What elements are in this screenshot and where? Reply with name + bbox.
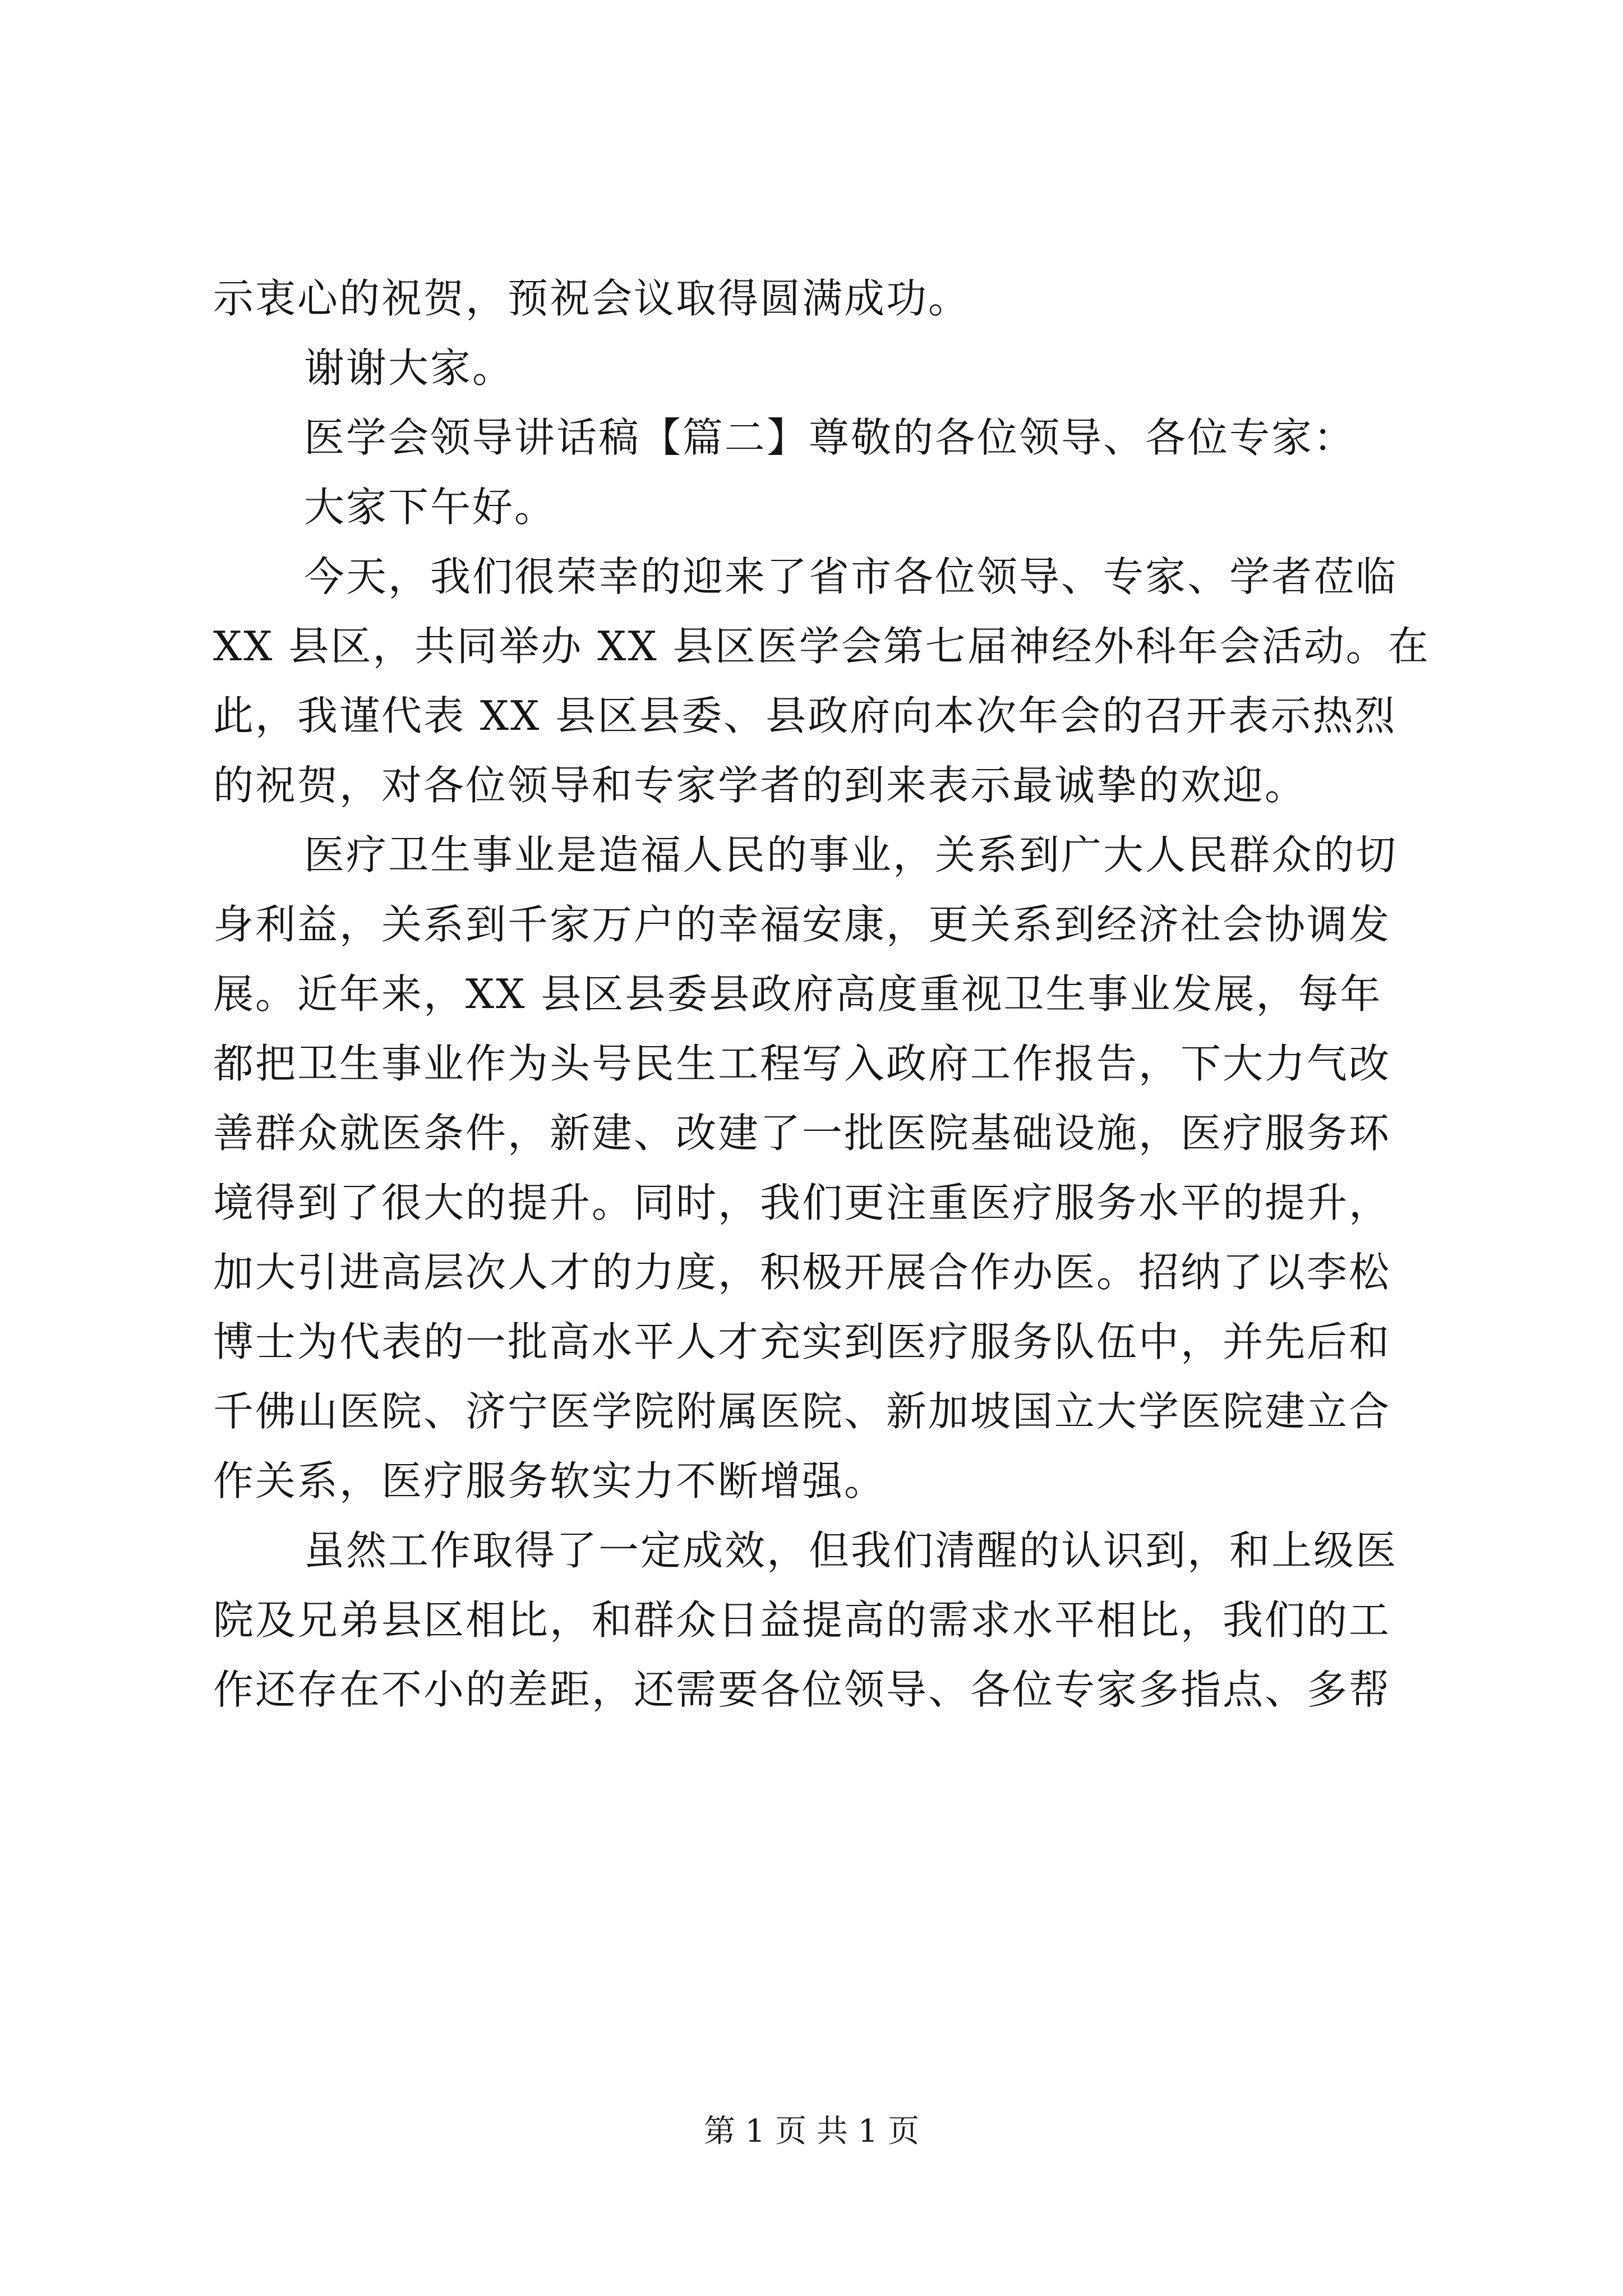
text-line-10: 身利益，关系到千家万户的幸福安康，更关系到经济社会协调发 — [213, 901, 1391, 948]
text-line-19: 虽然工作取得了一定成效，但我们清醒的认识到，和上级医 — [304, 1527, 1398, 1574]
text-line-18: 作关系，医疗服务软实力不断增强。 — [213, 1457, 887, 1504]
text-line-5: 今天，我们很荣幸的迎来了省市各位领导、专家、学者莅临 — [304, 553, 1398, 600]
text-line-20: 院及兄弟县区相比，和群众日益提高的需求水平相比，我们的工 — [213, 1596, 1391, 1644]
text-line-2: 谢谢大家。 — [304, 344, 515, 392]
text-line-8: 的祝贺，对各位领导和专家学者的到来表示最诚挚的欢迎。 — [213, 762, 1307, 809]
text-line-16: 博士为代表的一批高水平人才充实到医疗服务队伍中，并先后和 — [213, 1318, 1391, 1365]
text-line-17: 千佛山医院、济宁医学院附属医院、新加坡国立大学医院建立合 — [213, 1388, 1391, 1435]
text-line-13: 善群众就医条件，新建、改建了一批医院基础设施，医疗服务环 — [213, 1110, 1391, 1157]
text-line-4: 大家下午好。 — [304, 484, 557, 531]
text-line-12: 都把卫生事业作为头号民生工程写入政府工作报告，下大力气改 — [213, 1040, 1391, 1087]
text-line-15: 加大引进高层次人才的力度，积极开展合作办医。招纳了以李松 — [213, 1249, 1391, 1296]
page-number-label: 第 1 页 共 1 页 — [703, 2113, 920, 2150]
text-line-7: 此，我谨代表 XX 县区县委、县政府向本次年会的召开表示热烈 — [213, 692, 1397, 739]
text-line-1: 示衷心的祝贺，预祝会议取得圆满成功。 — [213, 275, 971, 322]
text-line-6: XX 县区，共同举办 XX 县区医学会第七届神经外科年会活动。在 — [213, 623, 1430, 670]
text-line-11: 展。近年来，XX 县区县委县政府高度重视卫生事业发展，每年 — [213, 970, 1382, 1018]
document-body — [213, 264, 1430, 1724]
text-line-3: 医学会领导讲话稿【篇二】尊敬的各位领导、各位专家： — [304, 414, 1356, 461]
text-line-14: 境得到了很大的提升。同时，我们更注重医疗服务水平的提升， — [213, 1179, 1391, 1226]
text-line-9: 医疗卫生事业是造福人民的事业，关系到广大人民群众的切 — [304, 831, 1398, 878]
page-footer — [0, 2109, 1623, 2154]
text-line-21: 作还存在不小的差距，还需要各位领导、各位专家多指点、多帮 — [213, 1666, 1391, 1713]
